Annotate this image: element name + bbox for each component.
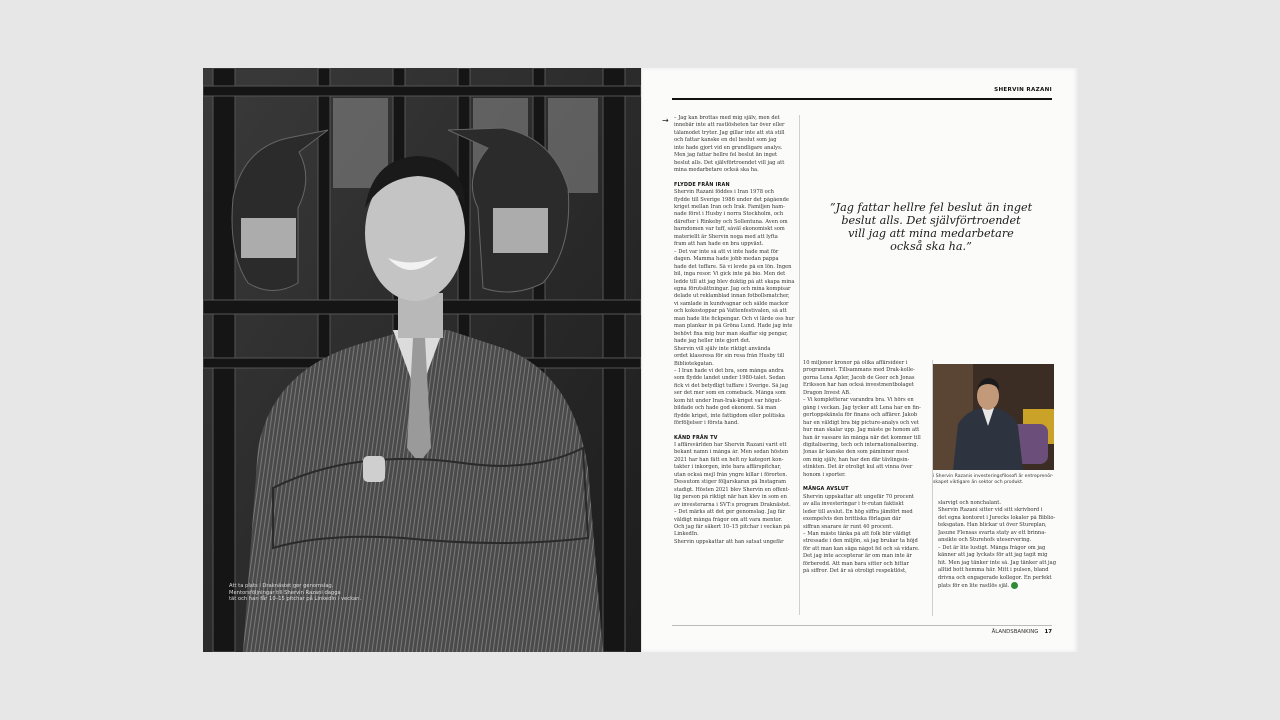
section-heading: KÄND FRÅN TV <box>674 434 718 441</box>
body-text-line: stinkten. Det är otroligt kul att vinna över <box>803 464 913 471</box>
article-page <box>642 68 1078 652</box>
body-text-line: mina medarbetare också ska ha. <box>674 167 759 174</box>
body-text-line: delade ut reklamblad innan fotbollsmatcher, <box>674 293 790 300</box>
body-text-line: hur man skalar upp. Jag måste ge honom att <box>803 427 920 434</box>
body-text-line: Bibliotekgatan. <box>674 360 714 367</box>
body-text-line: ser det mer som en comeback. Många som <box>674 390 786 397</box>
body-text-line: stressade i den miljön, så jag brukar ta höjd <box>803 538 918 545</box>
body-text-line: Dessutom stiger följarskaran på Instagram <box>674 479 787 486</box>
body-text-line: hade det tuffare. Så vi levde på en lön. Ingen <box>674 263 792 270</box>
body-text-line: bildade och hade god ekonomi. Så man <box>674 405 777 412</box>
body-text-line: som flydde landet under 1980-talet. Sedan <box>674 375 786 382</box>
body-text-line: drivna och engagerade kollegor. En perfekt <box>938 574 1052 581</box>
body-text-line: han är vassare än många när det kommer till <box>803 434 921 441</box>
body-text-line: känner att jag lyckats för att jag tagit mig <box>938 552 1048 559</box>
section-heading: FLYDDE FRÅN IRAN <box>674 181 730 188</box>
inset-caption: i Shervin Razanis investeringsfilosofi är entreprenör- skapet viktigare än sektor och produkt. <box>933 474 1054 485</box>
body-text-line: – Det var inte så att vi inte hade mat för <box>674 248 779 255</box>
body-text-line: bekant namn i många år. Men sedan hösten <box>674 449 789 456</box>
body-text-line: på siffror. Det är så otroligt respektlöst, <box>803 568 907 575</box>
body-text-line: flydde kriget, inte fattigdom eller politiska <box>674 412 785 419</box>
body-text-line: för att man kan säga något fel och så vidare. <box>803 545 920 552</box>
page-footer <box>992 629 1052 635</box>
body-text-line: gorna Lena Apler, Jacob de Geer och Jonas <box>803 374 915 381</box>
body-text-line: Det jag inte accepterar är om man inte är <box>803 553 912 560</box>
body-text-line: Jasune Flensas svarta staty av ett brinna- <box>938 529 1047 536</box>
body-text-line: därefter i Rinkeby och Sollentuna. Även om <box>674 218 788 225</box>
body-text-line: honom i sporter. <box>803 471 846 478</box>
page-number: 17 <box>1044 629 1052 635</box>
body-text-line: ledde till att jag blev duktig på att skapa mina <box>674 278 795 285</box>
body-text-line: egna förutsättningar. Jag och mina kompisar <box>674 285 791 292</box>
pull-quote: ”Jag fattar hellre fel beslut än inget beslut alls. Det självförtroendet vill jag att mina medarbetare också ska ha.” <box>829 201 1033 253</box>
body-text-line: inte hade gjort vid en grundligare analys. <box>674 144 783 151</box>
wristwatch <box>363 456 385 482</box>
body-text-line: Shervin uppskattar att han satsat ungefär <box>674 538 784 545</box>
body-text-line: programmet. Tillsammans med Drak-kolle- <box>803 367 915 374</box>
body-text-line: har en väldigt bra big picture-analys och vet <box>803 419 919 426</box>
body-text-line: takter i inkorgen, inte bara affärspitchar, <box>674 464 782 471</box>
body-text-line: förberedd. Att man bara sitter och hittar <box>803 560 909 567</box>
body-text-line: beslut alls. Det självförtroendet vill jag att <box>674 159 785 166</box>
body-text-line: nade först i Husby i norra Stockholm, och <box>674 211 784 218</box>
article-column-1 <box>674 115 798 546</box>
portrait-photo <box>203 68 641 652</box>
body-text-line: ordet klassresa för sin resa från Husby till <box>674 353 785 360</box>
body-text-line: Shervin Razani föddes i Iran 1978 och <box>674 189 774 196</box>
body-text-line: innebär inte att rastlösheten tar över eller <box>674 122 785 129</box>
body-text-line: materiellt är Shervin noga med att lyfta <box>674 233 778 240</box>
body-text-line: alltid bott hemma här. Mitt i pulsen, bland <box>938 567 1049 574</box>
inset-photo <box>933 364 1054 470</box>
section-heading: MÅNGA AVSLUT <box>803 486 849 493</box>
footer-rule <box>672 625 1052 626</box>
body-text-line: stadigt. Hösten 2021 blev Shervin en offent- <box>674 486 790 493</box>
column-divider <box>799 115 800 615</box>
header-rule <box>672 98 1052 100</box>
body-text-line: gång i veckan. Jag tycker att Lena har en fin- <box>803 404 921 411</box>
body-text-line: om mig själv, han har den där tävlingsin- <box>803 456 910 463</box>
body-text-line: fram att han hade en bra uppväxt. <box>674 241 764 248</box>
body-text-line: man plankar in på Gröna Lund. Hade jag inte <box>674 323 793 330</box>
body-text-line: ansikte och Sturehofs uteservering. <box>938 537 1032 544</box>
body-text-line: Shervin uppskattar att ungefär 70 procent <box>803 493 914 500</box>
body-text-line: och fattar kanske en del beslut som jag <box>674 137 777 144</box>
body-text-line: av alla investeringar i tv-rutan faktiskt <box>803 501 904 508</box>
running-head: SHERVIN RAZANI <box>994 87 1052 93</box>
body-text-line: tålamodet tryter. Jag gillar inte att stå still <box>674 129 785 136</box>
body-text-line: Och jag får säkert 10–15 pitchar i veckan på <box>674 524 790 531</box>
body-text-line: flydde till Sverige 1986 under det pågående <box>674 196 789 203</box>
body-text-line: av investerarna i SVT:s program Draknästet. <box>674 501 791 508</box>
body-text-line: LinkedIn. <box>674 531 699 538</box>
body-text-line: man hade lite fickpengar. Och vi lärde oss hur <box>674 315 795 322</box>
body-text-line: Jonas är kanske den som påminner mest <box>803 449 909 456</box>
body-text-line: Dragon Invest AB. <box>803 389 851 396</box>
body-text-line: hit. Men jag tänker inte så. Jag tänker att jag <box>938 559 1057 566</box>
body-text-line: plats för en lite rastlös själ. <box>938 582 1058 590</box>
body-text-line: 2021 har han fått en helt ny kategori kon- <box>674 456 784 463</box>
end-of-article-icon <box>1011 582 1018 589</box>
body-text-line: vi samlade in kundvagnar och sålde mackor <box>674 300 789 307</box>
body-text-line: behövt fixa mig hur man skaffar sig pengar, <box>674 330 788 337</box>
article-column-3 <box>938 500 1058 590</box>
magazine-spread <box>203 68 1078 652</box>
body-text-line: förföljelser i första hand. <box>674 420 739 427</box>
body-text-line: Eriksson har han också investmentbolaget <box>803 382 914 389</box>
office-portrait-image <box>933 364 1054 470</box>
body-text-line: – Vi kompletterar varandra bra. Vi hörs en <box>803 397 914 404</box>
body-text-line: – I Iran hade vi det bra, som många andra <box>674 367 784 374</box>
photo-caption: Att ta plats i Draknästet ger genomslag. Mentorsföljningar till Shervin Razani dagga tät och han får 10–15 pitchar på LinkedIn i veckan. <box>229 583 362 603</box>
body-text-line: Shervin Razani sitter vid sitt skrivbord i <box>938 507 1043 514</box>
body-text-line: dagen. Mamma hade jobb medan pappa <box>674 256 779 263</box>
body-text-line: Men jag fattar hellre fel beslut än inget <box>674 152 778 159</box>
body-text-line: leder till avslut. En hög siffra jämfört med <box>803 508 913 515</box>
portrait-photo-page <box>203 68 641 652</box>
body-text-line: barndomen var tuff, såväl ekonomiskt som <box>674 226 785 233</box>
body-text-line: slarvigt och nonchalant. <box>938 500 1001 506</box>
body-text-line: gertoppskänsla för finans och affärer. Jakob <box>803 412 918 419</box>
article-column-2 <box>803 360 927 576</box>
body-text-line: – Det är lite lustigt. Många frågor om jag <box>938 544 1046 551</box>
body-text-line: det egna kontoret i Jurecks lokaler på Biblio- <box>938 514 1056 521</box>
body-text-line: – Jag kan brottas med mig själv, men det <box>674 115 780 121</box>
body-text-line: fick vi det betydligt tuffare i Sverige. Så jag <box>674 382 788 389</box>
continuation-arrow-icon: → <box>662 116 669 125</box>
body-text-line: lig person på riktigt när han klev in som en <box>674 494 787 501</box>
body-text-line: – Det märks att det ger genomslag. Jag får <box>674 509 786 516</box>
body-text-line: teksgatan. Han blickar ut över Stureplan, <box>938 522 1047 529</box>
body-text-line: väldigt många frågor om att vara mentor. <box>674 516 783 523</box>
body-text-line: utan också mejl från yngre killar i förorten. <box>674 471 788 478</box>
body-text-line: kriget mellan Iran och Irak. Familjen ham- <box>674 203 785 210</box>
body-text-line: digitalisering, tech och internationalisering. <box>803 441 919 448</box>
body-text-line: – Man måste tänka på att folk blir väldigt <box>803 530 911 537</box>
body-text-line: siffran snarare är runt 40 procent. <box>803 523 893 530</box>
body-text-line: bil, inga resor. Vi gick inte på bio. Men det <box>674 271 786 278</box>
body-text-line: 10 miljoner kronor på olika affärsidéer i <box>803 360 908 366</box>
body-text-line: Shervin vill själv inte riktigt använda <box>674 345 771 352</box>
body-text-line: I affärsvärlden har Shervin Razani varit ett <box>674 442 787 449</box>
publication-name: ÅLANDSBANKING <box>991 629 1039 635</box>
body-text-line: hade jag heller inte gjort det. <box>674 338 751 345</box>
body-text-line: och kokostoppar på Vattenfestivalen, så att <box>674 308 787 315</box>
body-text-line: kom hit under Iran-Irak-kriget var högut- <box>674 397 782 404</box>
body-text-line: exempelvis den brittiska förlagan där <box>803 516 901 523</box>
